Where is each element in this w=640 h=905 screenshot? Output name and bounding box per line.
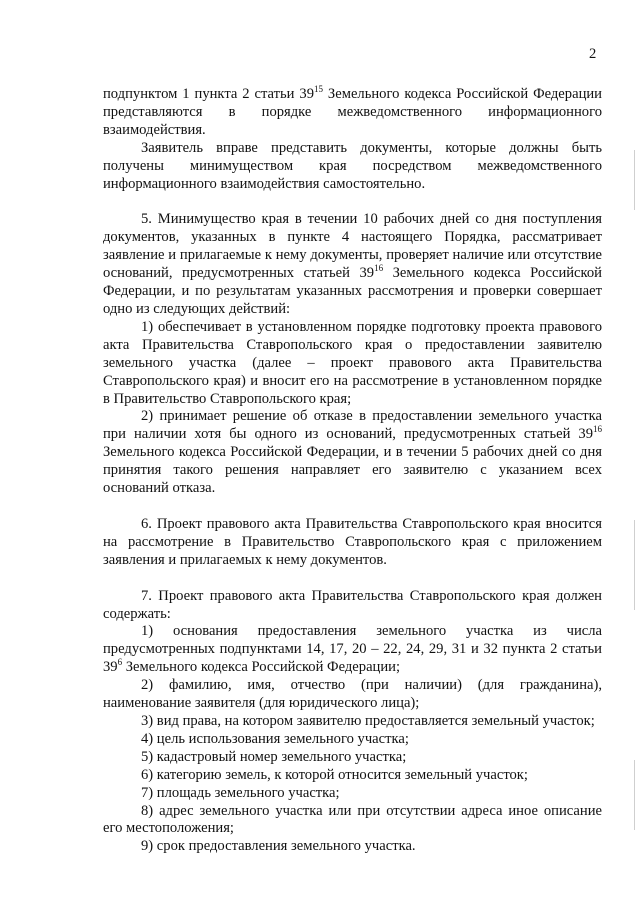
paragraph bbox=[103, 749, 602, 767]
paragraph bbox=[103, 677, 602, 713]
scan-edge-mark bbox=[634, 760, 635, 830]
document-body bbox=[103, 86, 602, 856]
paragraph-text: 5) кадастровый номер земельного участка; bbox=[141, 748, 407, 765]
paragraph bbox=[103, 408, 602, 498]
paragraph bbox=[103, 785, 602, 803]
paragraph-text: 7. Проект правового акта Правительства Ставропольского края должен содержать: bbox=[103, 587, 602, 622]
paragraph-text: Заявитель вправе представить документы, которые должны быть получены минимуществом края посредством межведомственного информационного взаимодействия самостоятельно. bbox=[103, 139, 602, 192]
paragraph-text: 5. Минимущество края в течении 10 рабочих дней со дня поступления документов, указанных в пункте 4 настоящего Порядка, рассматривает заявление и прилагаемые к нему документы, проверяет наличие или отсутствие оснований, предусмотренных статьей 39 bbox=[103, 211, 602, 282]
paragraph-spacer bbox=[103, 193, 602, 211]
paragraph-text: 7) площадь земельного участка; bbox=[141, 784, 340, 801]
paragraph-text: Земельного кодекса Российской Федерации представляются в порядке межведомственного информационного взаимодействия. bbox=[103, 86, 602, 138]
paragraph bbox=[103, 713, 602, 731]
paragraph-text: 3) вид права, на котором заявителю предоставляется земельный участок; bbox=[141, 713, 595, 729]
paragraph bbox=[103, 731, 602, 749]
scan-edge-mark bbox=[634, 520, 635, 610]
paragraph bbox=[103, 319, 602, 409]
paragraph-text: Земельного кодекса Российской Федерации, и в течении 5 рабочих дней со дня принятия такого решения направляет его заявителю с указанием всех оснований отказа. bbox=[103, 444, 602, 497]
paragraph bbox=[103, 211, 602, 318]
paragraph bbox=[103, 588, 602, 624]
paragraph bbox=[103, 86, 602, 140]
paragraph-text: Земельного кодекса Российской Федерации, и по результатам указанных рассмотрения и проверки совершает одно из следующих действий: bbox=[103, 265, 602, 317]
page-number: 2 bbox=[589, 46, 597, 62]
paragraph bbox=[103, 140, 602, 194]
superscript: 16 bbox=[593, 424, 602, 435]
paragraph-text: 2) принимает решение об отказе в предоставлении земельного участка при наличии хотя бы одного из оснований, предусмотренных статьей 39 bbox=[103, 408, 602, 443]
paragraph bbox=[103, 623, 602, 677]
paragraph-text: 8) адрес земельного участка или при отсутствии адреса иное описание его местоположения; bbox=[103, 802, 602, 837]
paragraph-text: 6) категорию земель, к которой относится земельный участок; bbox=[141, 766, 528, 783]
paragraph-spacer bbox=[103, 498, 602, 516]
paragraph bbox=[103, 838, 602, 856]
paragraph-text: Земельного кодекса Российской Федерации; bbox=[122, 659, 401, 676]
superscript: 15 bbox=[314, 84, 323, 94]
paragraph-spacer bbox=[103, 570, 602, 588]
paragraph-text: 4) цель использования земельного участка; bbox=[141, 730, 409, 747]
superscript: 6 bbox=[117, 657, 123, 668]
scan-edge-mark bbox=[634, 150, 635, 210]
paragraph-text: подпунктом 1 пункта 2 статьи 39 bbox=[103, 86, 314, 102]
paragraph-text: 6. Проект правового акта Правительства Ставропольского края вносится на рассмотрение в Правительство Ставропольского края с приложением заявления и прилагаемых к нему документов. bbox=[103, 515, 602, 568]
paragraph-text: 2) фамилию, имя, отчество (при наличии) (для гражданина), наименование заявителя (для юридического лица); bbox=[103, 677, 602, 712]
paragraph bbox=[103, 516, 602, 570]
paragraph-text: 9) срок предоставления земельного участка. bbox=[141, 838, 416, 855]
superscript: 16 bbox=[374, 263, 384, 274]
paragraph bbox=[103, 767, 602, 785]
paragraph-text: 1) обеспечивает в установленном порядке подготовку проекта правового акта Правительства Ставропольского края о предоставлении заявителю земельного участка (далее – проект правового акта Правительства Ставропольского края) и вносит его на рассмотрение в установленном порядке в Правительство Ставропольского края; bbox=[103, 318, 602, 407]
paragraph bbox=[103, 803, 602, 839]
paragraph-text: 1) основания предоставления земельного участка из числа предусмотренных подпунктами 14, 17, 20 – 22, 24, 29, 31 и 32 пункта 2 статьи 39 bbox=[103, 623, 602, 676]
